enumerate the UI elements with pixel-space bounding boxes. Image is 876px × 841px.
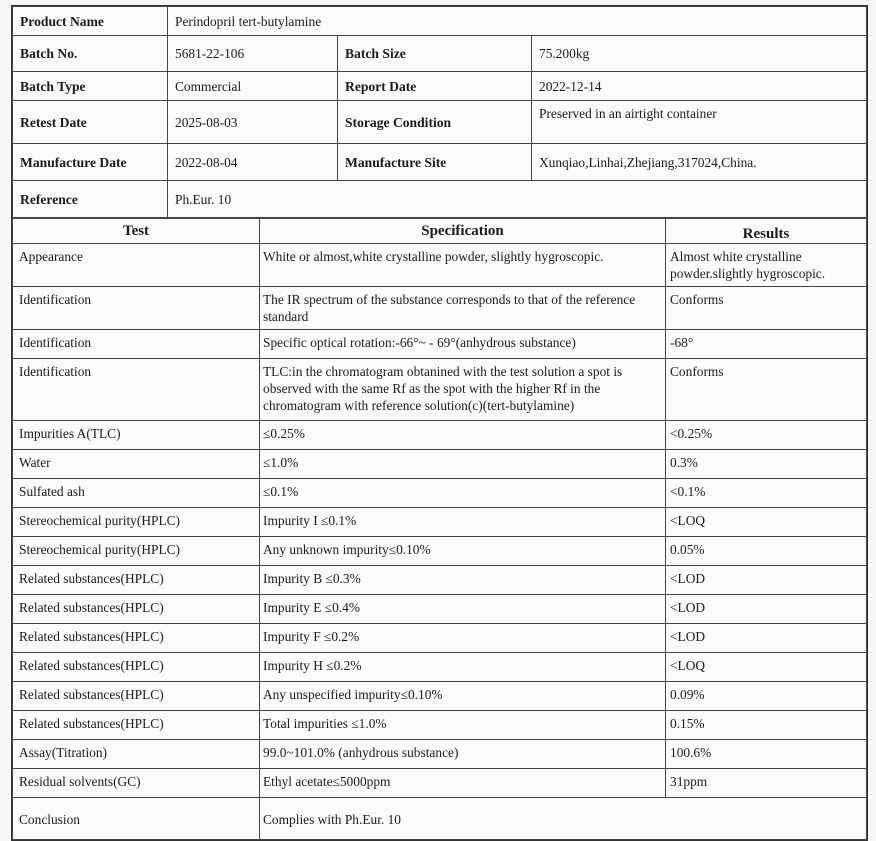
test-column-header: Test [13,219,260,244]
test-cell: Appearance [13,244,260,287]
test-cell: Water [13,450,260,479]
test-cell: Stereochemical purity(HPLC) [13,508,260,537]
certificate-of-analysis [11,5,868,841]
table-row [13,244,867,287]
spec-cell: Impurity I ≤0.1% [260,508,666,537]
batch-type-label: Batch Type [13,72,168,101]
batch-no-value: 5681-22-106 [168,36,338,72]
table-row [13,450,867,479]
reference-label: Reference [13,181,168,218]
spec-cell: ≤0.1% [260,479,666,508]
result-cell: <LOD [666,566,867,595]
manufacture-site-value: Xunqiao,Linhai,Zhejiang,317024,China. [532,144,867,181]
conclusion-value: Complies with Ph.Eur. 10 [260,798,867,840]
spec-cell: Impurity H ≤0.2% [260,653,666,682]
test-cell: Related substances(HPLC) [13,682,260,711]
spec-cell: Specific optical rotation:-66°~ - 69°(anhydrous substance) [260,330,666,359]
result-cell: 0.09% [666,682,867,711]
result-cell: <0.1% [666,479,867,508]
spec-cell: Impurity B ≤0.3% [260,566,666,595]
product-name-row [13,7,867,36]
result-cell: <LOQ [666,508,867,537]
result-cell: -68° [666,330,867,359]
result-cell: Almost white crystalline powder.slightly hygroscopic. [666,244,867,287]
conclusion-label: Conclusion [13,798,260,840]
manufacture-site-label: Manufacture Site [338,144,532,181]
reference-value: Ph.Eur. 10 [168,181,867,218]
reference-row [13,181,867,218]
results-header-row [13,219,867,244]
results-column-header: Results [666,219,867,244]
result-cell: 0.05% [666,537,867,566]
result-cell: 0.3% [666,450,867,479]
spec-cell: The IR spectrum of the substance corresponds to that of the reference standard [260,287,666,330]
test-cell: Impurities A(TLC) [13,421,260,450]
retest-row [13,101,867,144]
test-cell: Sulfated ash [13,479,260,508]
retest-date-label: Retest Date [13,101,168,144]
product-info-table [12,6,867,218]
manufacture-date-value: 2022-08-04 [168,144,338,181]
test-cell: Identification [13,287,260,330]
batch-type-value: Commercial [168,72,338,101]
result-cell: <LOD [666,595,867,624]
spec-cell: Ethyl acetate≤5000ppm [260,769,666,798]
table-row [13,711,867,740]
result-cell: 100.6% [666,740,867,769]
manufacture-date-label: Manufacture Date [13,144,168,181]
batch-size-value: 75.200kg [532,36,867,72]
test-cell: Identification [13,330,260,359]
spec-cell: Any unspecified impurity≤0.10% [260,682,666,711]
test-cell: Related substances(HPLC) [13,624,260,653]
table-row [13,653,867,682]
result-cell: 31ppm [666,769,867,798]
table-row [13,508,867,537]
product-name-value: Perindopril tert-butylamine [168,7,867,36]
table-row [13,624,867,653]
table-row [13,421,867,450]
batch-type-row [13,72,867,101]
test-cell: Residual solvents(GC) [13,769,260,798]
manufacture-row [13,144,867,181]
test-cell: Related substances(HPLC) [13,653,260,682]
table-row [13,769,867,798]
storage-condition-value: Preserved in an airtight container [532,101,867,144]
report-date-label: Report Date [338,72,532,101]
result-cell: <0.25% [666,421,867,450]
spec-cell: ≤0.25% [260,421,666,450]
conclusion-row [13,798,867,840]
spec-cell: Impurity F ≤0.2% [260,624,666,653]
storage-condition-label: Storage Condition [338,101,532,144]
spec-cell: Impurity E ≤0.4% [260,595,666,624]
test-cell: Related substances(HPLC) [13,595,260,624]
table-row [13,359,867,421]
table-row [13,740,867,769]
table-row [13,330,867,359]
test-cell: Assay(Titration) [13,740,260,769]
product-name-label: Product Name [13,7,168,36]
test-results-table [12,218,867,840]
test-cell: Identification [13,359,260,421]
spec-cell: White or almost,white crystalline powder, slightly hygroscopic. [260,244,666,287]
spec-cell: Total impurities ≤1.0% [260,711,666,740]
specification-column-header: Specification [260,219,666,244]
table-row [13,566,867,595]
table-row [13,537,867,566]
spec-cell: 99.0~101.0% (anhydrous substance) [260,740,666,769]
spec-cell: TLC:in the chromatogram obtanined with the test solution a spot is observed with the same Rf as the spot with the higher Rf in the chromatogram with reference solution(c)(tert-butylamine) [260,359,666,421]
result-cell: Conforms [666,359,867,421]
table-row [13,682,867,711]
report-date-value: 2022-12-14 [532,72,867,101]
test-cell: Related substances(HPLC) [13,711,260,740]
batch-row [13,36,867,72]
result-cell: <LOD [666,624,867,653]
table-row [13,595,867,624]
retest-date-value: 2025-08-03 [168,101,338,144]
spec-cell: ≤1.0% [260,450,666,479]
table-row [13,479,867,508]
result-cell: 0.15% [666,711,867,740]
batch-size-label: Batch Size [338,36,532,72]
test-cell: Stereochemical purity(HPLC) [13,537,260,566]
test-cell: Related substances(HPLC) [13,566,260,595]
result-cell: Conforms [666,287,867,330]
table-row [13,287,867,330]
batch-no-label: Batch No. [13,36,168,72]
result-cell: <LOQ [666,653,867,682]
spec-cell: Any unknown impurity≤0.10% [260,537,666,566]
